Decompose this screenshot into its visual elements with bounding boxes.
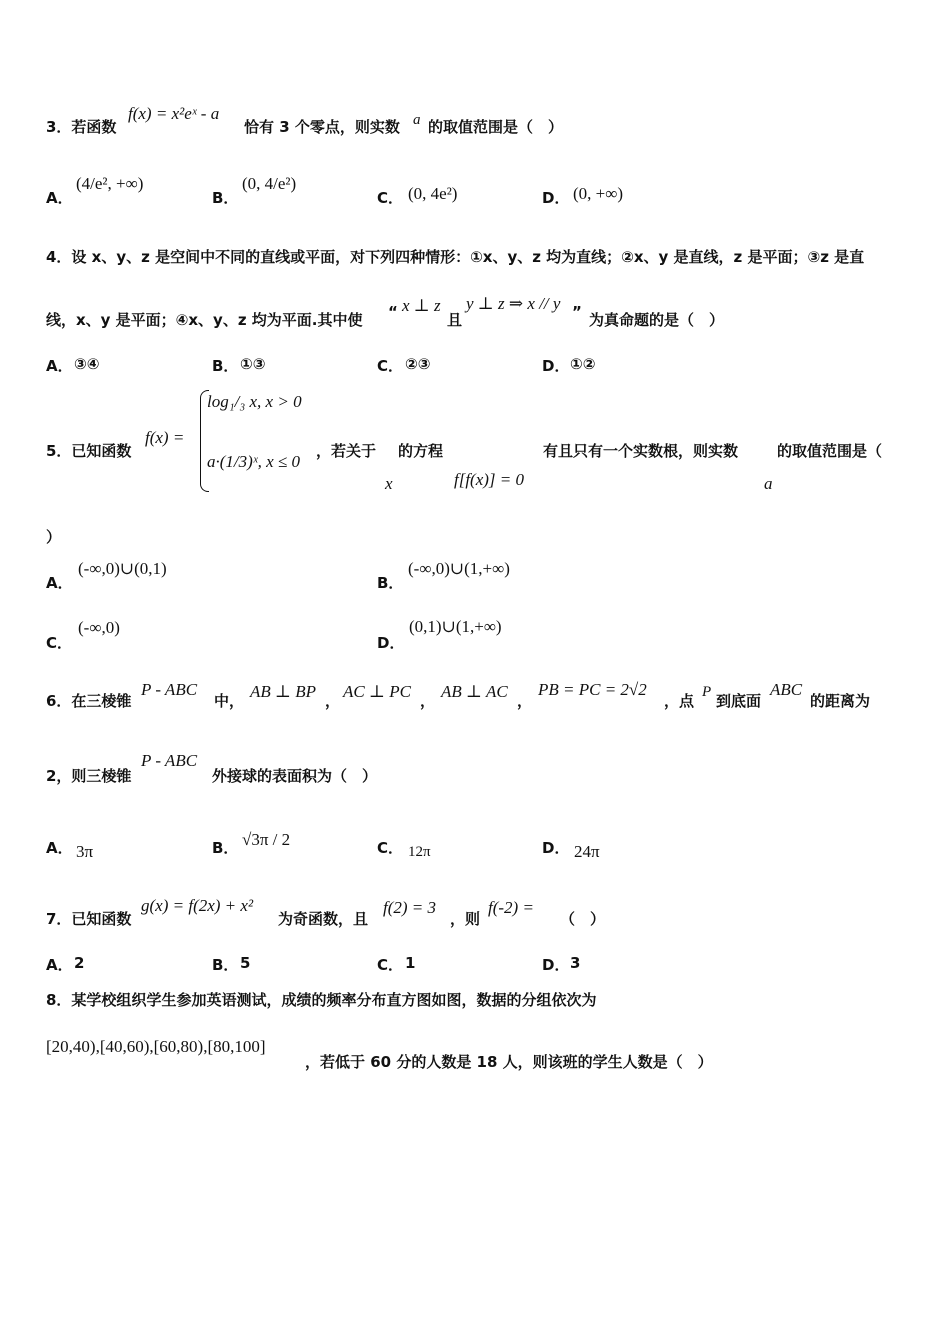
q3-option-a-label: A． (46, 189, 73, 207)
q6-cond1: AB ⊥ BP (250, 682, 317, 701)
q7-suffix: （ ） (560, 910, 606, 928)
q6-comma2: ， (420, 692, 436, 710)
q8-line2: ，若低于 60 分的人数是 18 人，则该班的学生人数是（ ） (305, 1053, 713, 1071)
q4-cond2: y ⊥ z ⇒ x // y (466, 294, 561, 313)
q4-option-b: ①③ (240, 355, 266, 373)
q4-option-b-label: B． (212, 357, 239, 375)
q6-comma1: ， (325, 692, 341, 710)
q7-g: g(x) = f(2x) + x² (141, 896, 254, 915)
q5-var-x: x (385, 474, 393, 493)
q5-suffix: 的取值范围是（ (777, 442, 883, 460)
q4-and: 且 (447, 311, 463, 329)
q8-line1: 8．某学校组织学生参加英语测试，成绩的频率分布直方图如图，数据的分组依次为 (46, 991, 597, 1009)
q4-option-a-label: A． (46, 357, 73, 375)
q4-quote-open: “ (388, 303, 398, 321)
q5-mid1: ，若关于 (316, 442, 377, 460)
q5-case2: a·(1/3)ˣ, x ≤ 0 (207, 452, 300, 471)
q7-f2: f(2) = 3 (383, 898, 437, 917)
q3-option-d: (0, +∞) (573, 184, 624, 203)
q6-cond4: PB = PC = 2√2 (538, 680, 647, 699)
q7-option-c: 1 (405, 954, 416, 972)
q3-suffix: 的取值范围是（ ） (428, 118, 564, 136)
q6-abc: ABC (770, 680, 803, 699)
q4-option-c-label: C． (377, 357, 404, 375)
q3-option-a: (4/e², +∞) (76, 174, 144, 193)
q5-option-b: (-∞,0)∪(1,+∞) (408, 559, 510, 578)
q6-option-d: 24π (574, 842, 600, 861)
q4-option-c: ②③ (405, 355, 431, 373)
q3-option-c: (0, 4e²) (408, 184, 458, 203)
q6-point: ，点 (664, 692, 695, 710)
q6-option-b: √3π / 2 (242, 830, 291, 849)
q6-option-c-label: C． (377, 839, 404, 857)
q7-option-a: 2 (74, 954, 85, 972)
q6-prefix: 6．在三棱锥 (46, 692, 132, 710)
q8-groups: [20,40),[40,60),[60,80),[80,100] (46, 1037, 266, 1056)
q7-option-b-label: B． (212, 956, 239, 974)
q3-middle: 恰有 3 个零点，则实数 (244, 118, 400, 136)
q6-dist: 的距离为 (810, 692, 871, 710)
q6-pyramid: P - ABC (141, 680, 198, 699)
q3-option-d-label: D． (542, 189, 570, 207)
q7-option-d: 3 (570, 954, 581, 972)
q5-option-d-label: D． (377, 634, 405, 652)
q5-mid3: 有且只有一个实数根，则实数 (543, 442, 739, 460)
q6-zhong: 中， (214, 692, 245, 710)
q5-mid2: 的方程 (398, 442, 444, 460)
q4-option-d: ①② (570, 355, 596, 373)
q5-fx: f(x) = (145, 428, 185, 447)
q7-option-a-label: A． (46, 956, 73, 974)
q3-option-b-label: B． (212, 189, 239, 207)
q6-option-c: 12π (408, 844, 431, 860)
q4-quote-close: ” (572, 303, 582, 321)
q6-p: P (702, 684, 712, 700)
q4-cond1: x ⊥ z (402, 296, 441, 315)
q4-line1: 4．设 x、y、z 是空间中不同的直线或平面，对下列四种情形：①x、y、z 均为直线；②x、y 是直线，z 是平面；③z 是直 (46, 248, 865, 266)
q6-option-d-label: D． (542, 839, 570, 857)
q5-var-a: a (764, 474, 773, 493)
q6-line2-prefix: 2，则三棱锥 (46, 767, 132, 785)
q7-option-d-label: D． (542, 956, 570, 974)
q4-line2-prefix: 线，x、y 是平面；④x、y、z 均为平面.其中使 (46, 311, 363, 329)
q5-option-c: (-∞,0) (78, 618, 120, 637)
q6-option-b-label: B． (212, 839, 239, 857)
q4-option-a: ③④ (74, 355, 100, 373)
q6-pyramid2: P - ABC (141, 751, 198, 770)
q5-option-c-label: C． (46, 634, 73, 652)
q4-option-d-label: D． (542, 357, 570, 375)
q3-option-b: (0, 4/e²) (242, 174, 297, 193)
q3-var: a (413, 112, 421, 128)
q7-mid2: ，则 (450, 910, 481, 928)
q3-option-c-label: C． (377, 189, 404, 207)
q6-option-a: 3π (76, 842, 94, 861)
q6-line2-suffix: 外接球的表面积为（ ） (212, 767, 378, 785)
q3-formula: f(x) = x²eˣ - a (128, 104, 220, 123)
q6-to-base: 到底面 (716, 692, 762, 710)
q6-comma3: ， (517, 692, 533, 710)
q7-option-b: 5 (240, 954, 251, 972)
q5-option-d: (0,1)∪(1,+∞) (409, 617, 502, 636)
q6-cond3: AB ⊥ AC (441, 682, 508, 701)
q6-cond2: AC ⊥ PC (343, 682, 411, 701)
q4-line2-suffix: 为真命题的是（ ） (589, 311, 725, 329)
q6-option-a-label: A． (46, 839, 73, 857)
q5-prefix: 5．已知函数 (46, 442, 132, 460)
q5-option-b-label: B． (377, 574, 404, 592)
q5-case1: log₁/₃ x, x > 0 (207, 392, 302, 411)
q7-fm2: f(-2) = (488, 898, 534, 917)
q7-option-c-label: C． (377, 956, 404, 974)
q7-prefix: 7．已知函数 (46, 910, 132, 928)
q7-mid1: 为奇函数，且 (278, 910, 369, 928)
q3-prefix: 3．若函数 (46, 118, 117, 136)
q5-option-a-label: A． (46, 574, 73, 592)
q5-close: ） (46, 528, 62, 546)
q5-option-a: (-∞,0)∪(0,1) (78, 559, 167, 578)
q5-equation: f[f(x)] = 0 (454, 470, 525, 489)
